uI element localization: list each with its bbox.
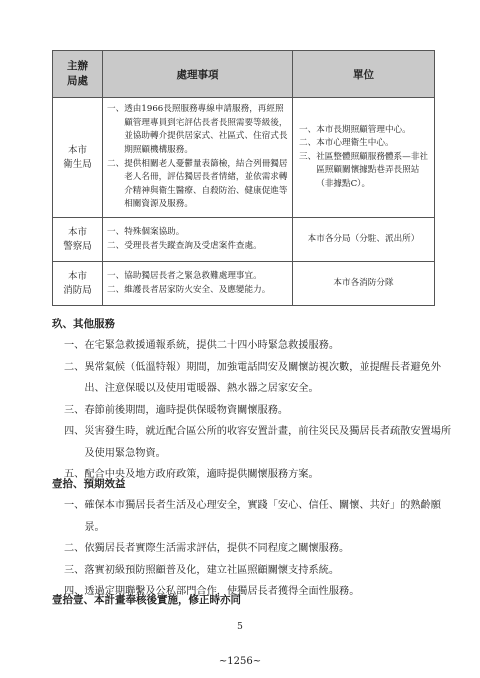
units-cell bbox=[293, 98, 435, 218]
list-item: 四、 透過定期聯繫及公私部門合作，使獨居長者獲得全面性服務。 bbox=[64, 586, 360, 597]
list-item: 三、 落實初級預防照顧普及化，建立社區照顧關懷支持系統。 bbox=[64, 564, 340, 576]
list-item: 一、 確保本市獨居長者生活及心理安全，實踐「安心、信任、關懷、共好」的熟齡願景。 bbox=[64, 500, 441, 533]
agency-cell bbox=[53, 262, 103, 306]
list-item: 一、 本市長期照顧管理中心。 bbox=[299, 124, 411, 135]
header-items: 處理事項 bbox=[103, 51, 293, 98]
table-row bbox=[53, 98, 435, 218]
items-cell bbox=[103, 218, 293, 262]
list-item: 一、 協助獨居長者之緊急救難處理事宜。 bbox=[107, 270, 262, 281]
header-unit: 單位 bbox=[293, 51, 435, 98]
list-item: 二、 異常氣候（低溫特報）期間，加強電話問安及關懷訪視次數，並提醒長者避免外出、注意保暖以及使用電暖器、熱水器之居家安全。 bbox=[64, 361, 441, 394]
section-title: 壹拾、預期效益 bbox=[52, 478, 126, 490]
section-title: 壹拾壹、本計畫奉核後實施，修正時亦同 bbox=[52, 594, 241, 606]
agency-line: 本市 bbox=[67, 270, 87, 282]
agency-cell bbox=[53, 218, 103, 262]
list-item: 一、 在宅緊急救援通報系統，提供二十四小時緊急救援服務。 bbox=[64, 340, 340, 351]
list-item: 三、 社區整體照顧服務體系—非社區照顧關懷據點巷弄長照站（非據點C）。 bbox=[299, 151, 428, 189]
list-item: 二、 本市心理衛生中心。 bbox=[299, 138, 394, 149]
table-row bbox=[53, 218, 435, 262]
list-item: 三、 春節前後期間，適時提供保暖物資關懷服務。 bbox=[64, 404, 289, 416]
list-item: 四、 災害發生時，就近配合區公所的收容安置計畫，前往災民及獨居長者疏散安置場所及使用緊急物資。 bbox=[64, 426, 452, 459]
list-item: 五、 配合中央及地方政府政策，適時提供關懷服務方案。 bbox=[64, 469, 319, 480]
units-cell: 本市各消防分隊 bbox=[293, 262, 435, 306]
units-cell: 本市各分局（分駐、派出所） bbox=[293, 218, 435, 262]
section-list bbox=[52, 495, 452, 603]
agency-line: 消防局 bbox=[63, 284, 92, 296]
section-list bbox=[52, 335, 452, 486]
section-other-services bbox=[52, 316, 452, 486]
agency-line: 衛生局 bbox=[63, 158, 92, 170]
list-item: 二、 維護長者居家防火安全、及應變能力。 bbox=[107, 284, 271, 295]
list-item: 一、 透由1966長照服務專線申請服務，再經照顧管理專員到宅評估長者長照需要等級後，並協助轉介提供居家式、社區式、住宿式長期照顧機構服務。 bbox=[107, 104, 288, 155]
footer-page-label: ~1256~ bbox=[218, 656, 262, 667]
agency-line: 本市 bbox=[67, 144, 87, 156]
agency-line: 警察局 bbox=[63, 240, 92, 252]
table-header-row bbox=[53, 51, 435, 98]
responsibility-table bbox=[52, 50, 435, 306]
section-implementation bbox=[52, 592, 452, 607]
page-number: 5 bbox=[237, 622, 243, 632]
table-row bbox=[53, 262, 435, 306]
agency-cell bbox=[53, 98, 103, 218]
header-agency: 主辦局處 bbox=[53, 51, 103, 98]
items-cell bbox=[103, 262, 293, 306]
list-item: 二、 依獨居長者實際生活需求評估，提供不同程度之關懷服務。 bbox=[64, 543, 350, 554]
section-expected-benefits bbox=[52, 476, 452, 603]
list-item: 二、 受理長者失蹤查詢及受虐案件查處。 bbox=[107, 240, 262, 251]
section-title: 玖、其他服務 bbox=[52, 318, 115, 330]
list-item: 二、 提供相關老人憂鬱量表篩檢，結合列冊獨居老人名冊，評估獨居長者情緒，並依需求轉介精神與衛生醫療、自殺防治、健康促進等相關資源及服務。 bbox=[107, 158, 288, 210]
agency-line: 本市 bbox=[67, 226, 87, 238]
items-cell bbox=[103, 98, 293, 218]
list-item: 一、 特殊個案協助。 bbox=[107, 226, 185, 237]
